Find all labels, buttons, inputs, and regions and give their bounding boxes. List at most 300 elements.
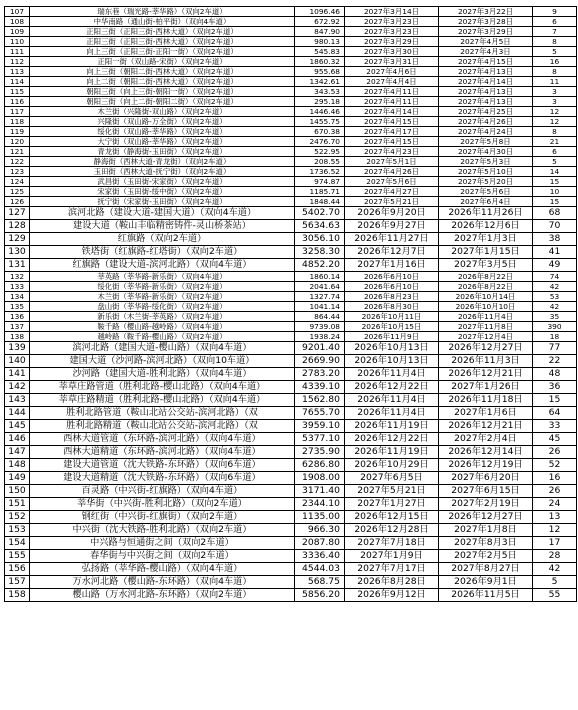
start-date-cell: 2026年11月9日: [345, 332, 439, 342]
length-cell: 3056.10: [295, 233, 345, 246]
road-section-cell: 越岭路（鞍千路-樱山路）（双向2车道）: [30, 332, 295, 342]
start-date-cell: 2027年1月16日: [345, 259, 439, 272]
duration-days-cell: 8: [533, 37, 577, 47]
road-section-cell: 正阳三街（正阳三街-西林大道）（双向2车道）: [30, 37, 295, 47]
table-row: [5, 485, 577, 498]
duration-days-cell: 77: [533, 342, 577, 355]
duration-days-cell: 38: [533, 233, 577, 246]
start-date-cell: 2026年10月11日: [345, 312, 439, 322]
end-date-cell: 2027年2月19日: [439, 498, 533, 511]
road-section-cell: 正阳三街（正阳三街-西林大道）（双向2车道）: [30, 27, 295, 37]
road-section-cell: 铁塔街（红旗路-红塔街）（双向2车道）: [30, 246, 295, 259]
start-date-cell: 2027年4月4日: [345, 77, 439, 87]
duration-days-cell: 5: [533, 47, 577, 57]
duration-days-cell: 15: [533, 197, 577, 207]
row-number-cell: 144: [5, 407, 30, 420]
table-row: [5, 37, 577, 47]
duration-days-cell: 11: [533, 77, 577, 87]
table-row: [5, 381, 577, 394]
end-date-cell: 2027年11月8日: [439, 322, 533, 332]
start-date-cell: 2026年10月13日: [345, 355, 439, 368]
road-section-cell: 武昌街（玉田街-宋家街）（双向2车道）: [30, 177, 295, 187]
end-date-cell: 2027年1月8日: [439, 524, 533, 537]
end-date-cell: 2026年12月19日: [439, 459, 533, 472]
table-row: [5, 220, 577, 233]
end-date-cell: 2027年3月22日: [439, 7, 533, 17]
start-date-cell: 2026年11月27日: [345, 233, 439, 246]
end-date-cell: 2026年12月6日: [439, 220, 533, 233]
row-number-cell: 116: [5, 97, 30, 107]
length-cell: 1908.00: [295, 472, 345, 485]
row-number-cell: 132: [5, 272, 30, 282]
duration-days-cell: 12: [533, 117, 577, 127]
start-date-cell: 2026年6月10日: [345, 282, 439, 292]
duration-days-cell: 5: [533, 576, 577, 589]
start-date-cell: 2026年10月13日: [345, 342, 439, 355]
road-section-cell: 建国大道（沙河路-滨河北路）（双向10车道）: [30, 355, 295, 368]
end-date-cell: 2026年12月27日: [439, 342, 533, 355]
length-cell: 6286.80: [295, 459, 345, 472]
road-section-cell: 弘扬路（莘华路-樱山路）（双向4车道）: [30, 563, 295, 576]
length-cell: 864.44: [295, 312, 345, 322]
table-row: [5, 472, 577, 485]
row-number-cell: 133: [5, 282, 30, 292]
start-date-cell: 2027年3月30日: [345, 47, 439, 57]
road-section-cell: 大宁街（双山路-莘华路）（双向2车道）: [30, 137, 295, 147]
table-row: [5, 407, 577, 420]
row-number-cell: 120: [5, 137, 30, 147]
length-cell: 3171.40: [295, 485, 345, 498]
road-section-cell: 胜利北路管道（鞍山北站公交站-滨河北路）（双: [30, 407, 295, 420]
length-cell: 7655.70: [295, 407, 345, 420]
start-date-cell: 2027年5月21日: [345, 197, 439, 207]
end-date-cell: 2027年4月24日: [439, 127, 533, 137]
length-cell: 1848.44: [295, 197, 345, 207]
duration-days-cell: 52: [533, 459, 577, 472]
start-date-cell: 2026年12月22日: [345, 433, 439, 446]
duration-days-cell: 42: [533, 563, 577, 576]
road-section-cell: 抚宁街（宋家街-玉田街）（双向2车道）: [30, 197, 295, 207]
road-section-cell: 向上二街（朝阳二街-西林大道）（双向2车道）: [30, 77, 295, 87]
table-row: [5, 167, 577, 177]
duration-days-cell: 390: [533, 322, 577, 332]
duration-days-cell: 8: [533, 127, 577, 137]
end-date-cell: 2026年11月18日: [439, 394, 533, 407]
road-section-cell: 百灵路（中兴街-红旗路）（双向4车道）: [30, 485, 295, 498]
row-number-cell: 130: [5, 246, 30, 259]
table-row: [5, 312, 577, 322]
duration-days-cell: 9: [533, 7, 577, 17]
length-cell: 522.95: [295, 147, 345, 157]
project-schedule-table: [4, 6, 577, 602]
road-section-cell: 朝阳三街（向上二街-朝阳二街）（双向2车道）: [30, 97, 295, 107]
road-section-cell: 沙河路（建国大道-胜利北路）（双向4车道）: [30, 368, 295, 381]
end-date-cell: 2026年9月1日: [439, 576, 533, 589]
row-number-cell: 148: [5, 459, 30, 472]
duration-days-cell: 74: [533, 272, 577, 282]
end-date-cell: 2027年2月5日: [439, 550, 533, 563]
length-cell: 1736.52: [295, 167, 345, 177]
duration-days-cell: 35: [533, 312, 577, 322]
row-number-cell: 117: [5, 107, 30, 117]
length-cell: 1455.75: [295, 117, 345, 127]
end-date-cell: 2026年12月14日: [439, 446, 533, 459]
row-number-cell: 153: [5, 524, 30, 537]
table-body: [5, 7, 577, 602]
start-date-cell: 2026年12月15日: [345, 511, 439, 524]
table-row: [5, 292, 577, 302]
length-cell: 545.83: [295, 47, 345, 57]
duration-days-cell: 8: [533, 67, 577, 77]
start-date-cell: 2026年9月27日: [345, 220, 439, 233]
row-number-cell: 150: [5, 485, 30, 498]
row-number-cell: 142: [5, 381, 30, 394]
row-number-cell: 110: [5, 37, 30, 47]
start-date-cell: 2026年9月12日: [345, 589, 439, 602]
duration-days-cell: 22: [533, 355, 577, 368]
end-date-cell: 2026年11月26日: [439, 207, 533, 220]
length-cell: 2783.20: [295, 368, 345, 381]
length-cell: 5402.70: [295, 207, 345, 220]
start-date-cell: 2026年11月19日: [345, 446, 439, 459]
row-number-cell: 108: [5, 17, 30, 27]
duration-days-cell: 41: [533, 246, 577, 259]
end-date-cell: 2026年8月22日: [439, 282, 533, 292]
road-section-cell: 中兴路与恒通街之间（双向2车道）: [30, 537, 295, 550]
start-date-cell: 2027年5月21日: [345, 485, 439, 498]
table-row: [5, 282, 577, 292]
table-row: [5, 87, 577, 97]
end-date-cell: 2027年4月15日: [439, 57, 533, 67]
row-number-cell: 155: [5, 550, 30, 563]
table-row: [5, 459, 577, 472]
length-cell: 5634.63: [295, 220, 345, 233]
table-row: [5, 177, 577, 187]
length-cell: 1342.61: [295, 77, 345, 87]
duration-days-cell: 24: [533, 498, 577, 511]
road-section-cell: 新乐街（木兰街-莘英路）（双向2车道）: [30, 312, 295, 322]
duration-days-cell: 3: [533, 87, 577, 97]
road-section-cell: 青龙街（静海街-玉田街）（双向2车道）: [30, 147, 295, 157]
table-row: [5, 524, 577, 537]
row-number-cell: 111: [5, 47, 30, 57]
row-number-cell: 137: [5, 322, 30, 332]
table-row: [5, 157, 577, 167]
table-row: [5, 57, 577, 67]
row-number-cell: 113: [5, 67, 30, 77]
table-row: [5, 246, 577, 259]
road-section-cell: 中兴街（沈大铁路-胜利北路）（双向2车道）: [30, 524, 295, 537]
start-date-cell: 2027年7月17日: [345, 563, 439, 576]
end-date-cell: 2027年4月3日: [439, 47, 533, 57]
table-row: [5, 67, 577, 77]
end-date-cell: 2027年5月3日: [439, 157, 533, 167]
length-cell: 295.18: [295, 97, 345, 107]
length-cell: 2669.90: [295, 355, 345, 368]
end-date-cell: 2027年8月27日: [439, 563, 533, 576]
duration-days-cell: 64: [533, 407, 577, 420]
start-date-cell: 2026年12月22日: [345, 381, 439, 394]
row-number-cell: 121: [5, 147, 30, 157]
start-date-cell: 2027年1月9日: [345, 550, 439, 563]
duration-days-cell: 10: [533, 187, 577, 197]
end-date-cell: 2026年10月14日: [439, 292, 533, 302]
road-section-cell: 木兰街（兴隆街-双山路）（双向2车道）: [30, 107, 295, 117]
length-cell: 974.87: [295, 177, 345, 187]
end-date-cell: 2026年11月5日: [439, 589, 533, 602]
row-number-cell: 126: [5, 197, 30, 207]
row-number-cell: 127: [5, 207, 30, 220]
table-row: [5, 137, 577, 147]
road-section-cell: 建设大道（鞍山丰临精密铸件-灵山桥茶站）: [30, 220, 295, 233]
table-row: [5, 107, 577, 117]
road-section-cell: 向上三街（朝阳二街-西林大道）（双向2车道）: [30, 67, 295, 77]
length-cell: 568.75: [295, 576, 345, 589]
end-date-cell: 2027年5月8日: [439, 137, 533, 147]
table-row: [5, 368, 577, 381]
table-row: [5, 355, 577, 368]
duration-days-cell: 6: [533, 147, 577, 157]
table-row: [5, 147, 577, 157]
duration-days-cell: 42: [533, 282, 577, 292]
duration-days-cell: 6: [533, 17, 577, 27]
duration-days-cell: 15: [533, 394, 577, 407]
row-number-cell: 118: [5, 117, 30, 127]
length-cell: 1135.00: [295, 511, 345, 524]
start-date-cell: 2027年4月23日: [345, 147, 439, 157]
start-date-cell: 2027年4月6日: [345, 67, 439, 77]
start-date-cell: 2026年11月4日: [345, 394, 439, 407]
length-cell: 3959.10: [295, 420, 345, 433]
length-cell: 3258.30: [295, 246, 345, 259]
length-cell: 343.53: [295, 87, 345, 97]
road-section-cell: 玉田街（西林大道-抚宁街）（双向2车道）: [30, 167, 295, 177]
length-cell: 2087.80: [295, 537, 345, 550]
table-row: [5, 197, 577, 207]
duration-days-cell: 3: [533, 97, 577, 107]
duration-days-cell: 26: [533, 485, 577, 498]
table-row: [5, 420, 577, 433]
length-cell: 9739.08: [295, 322, 345, 332]
road-section-cell: 建设大道管道（沈大铁路-东环路）（双向6车道）: [30, 459, 295, 472]
table-row: [5, 302, 577, 312]
road-section-cell: 滨河北路（建国大道-樱山路）（双向4车道）: [30, 342, 295, 355]
end-date-cell: 2027年6月20日: [439, 472, 533, 485]
length-cell: 2041.64: [295, 282, 345, 292]
table-row: [5, 259, 577, 272]
duration-days-cell: 33: [533, 420, 577, 433]
start-date-cell: 2026年6月10日: [345, 272, 439, 282]
table-row: [5, 207, 577, 220]
duration-days-cell: 15: [533, 177, 577, 187]
end-date-cell: 2027年4月13日: [439, 87, 533, 97]
length-cell: 1562.80: [295, 394, 345, 407]
end-date-cell: 2027年6月15日: [439, 485, 533, 498]
table-row: [5, 117, 577, 127]
end-date-cell: 2027年4月13日: [439, 67, 533, 77]
road-section-cell: 莘草庄路精道（胜利北路-樱山北路）（双向4车道）: [30, 394, 295, 407]
start-date-cell: 2026年11月19日: [345, 420, 439, 433]
duration-days-cell: 12: [533, 524, 577, 537]
end-date-cell: 2027年5月10日: [439, 167, 533, 177]
road-section-cell: 建设大道精道（沈大铁路-东环路）（双向6车道）: [30, 472, 295, 485]
row-number-cell: 107: [5, 7, 30, 17]
duration-days-cell: 13: [533, 511, 577, 524]
length-cell: 1327.74: [295, 292, 345, 302]
length-cell: 3336.40: [295, 550, 345, 563]
end-date-cell: 2027年6月4日: [439, 197, 533, 207]
table-row: [5, 550, 577, 563]
table-row: [5, 97, 577, 107]
length-cell: 1096.46: [295, 7, 345, 17]
road-section-cell: 瑞东巷（瑞光路-莘华路）（双向2车道）: [30, 7, 295, 17]
end-date-cell: 2027年4月25日: [439, 107, 533, 117]
duration-days-cell: 49: [533, 259, 577, 272]
end-date-cell: 2026年11月3日: [439, 355, 533, 368]
row-number-cell: 128: [5, 220, 30, 233]
road-section-cell: 绥化街（莘华路-新乐街）（双向2车道）: [30, 282, 295, 292]
start-date-cell: 2027年6月5日: [345, 472, 439, 485]
duration-days-cell: 48: [533, 368, 577, 381]
length-cell: 980.13: [295, 37, 345, 47]
start-date-cell: 2026年10月29日: [345, 459, 439, 472]
table-row: [5, 563, 577, 576]
row-number-cell: 147: [5, 446, 30, 459]
duration-days-cell: 5: [533, 157, 577, 167]
road-section-cell: 盘山街（莘华路-绥化街）（双向2车道）: [30, 302, 295, 312]
duration-days-cell: 70: [533, 220, 577, 233]
length-cell: 5856.20: [295, 589, 345, 602]
length-cell: 672.92: [295, 17, 345, 27]
start-date-cell: 2026年12月7日: [345, 246, 439, 259]
row-number-cell: 114: [5, 77, 30, 87]
row-number-cell: 119: [5, 127, 30, 137]
road-section-cell: 西林大道精道（东环路-滨河北路）（双向4车道）: [30, 446, 295, 459]
duration-days-cell: 7: [533, 27, 577, 37]
table-row: [5, 27, 577, 37]
table-row: [5, 47, 577, 57]
row-number-cell: 157: [5, 576, 30, 589]
table-row: [5, 511, 577, 524]
length-cell: 4852.20: [295, 259, 345, 272]
row-number-cell: 140: [5, 355, 30, 368]
table-row: [5, 332, 577, 342]
table-row: [5, 17, 577, 27]
road-section-cell: 绥化街（双山路-莘华路）（双向2车道）: [30, 127, 295, 137]
row-number-cell: 156: [5, 563, 30, 576]
row-number-cell: 145: [5, 420, 30, 433]
length-cell: 1446.46: [295, 107, 345, 117]
row-number-cell: 151: [5, 498, 30, 511]
duration-days-cell: 68: [533, 207, 577, 220]
table-row: [5, 537, 577, 550]
end-date-cell: 2027年4月5日: [439, 37, 533, 47]
duration-days-cell: 55: [533, 589, 577, 602]
start-date-cell: 2026年11月4日: [345, 368, 439, 381]
start-date-cell: 2027年7月18日: [345, 537, 439, 550]
road-section-cell: 莘英路（莘华路-新乐街）（双向4车道）: [30, 272, 295, 282]
length-cell: 1860.32: [295, 57, 345, 67]
start-date-cell: 2027年5月6日: [345, 177, 439, 187]
road-section-cell: 红旗路（建设大道-滨河北路）（双向4车道）: [30, 259, 295, 272]
table-row: [5, 272, 577, 282]
start-date-cell: 2027年4月11日: [345, 87, 439, 97]
length-cell: 208.55: [295, 157, 345, 167]
end-date-cell: 2027年3月5日: [439, 259, 533, 272]
end-date-cell: 2027年4月26日: [439, 117, 533, 127]
duration-days-cell: 28: [533, 550, 577, 563]
table-row: [5, 576, 577, 589]
duration-days-cell: 16: [533, 57, 577, 67]
road-section-cell: 万水河北路（樱山路-东环路）（双向4车道）: [30, 576, 295, 589]
end-date-cell: 2027年3月28日: [439, 17, 533, 27]
length-cell: 670.38: [295, 127, 345, 137]
table-row: [5, 394, 577, 407]
length-cell: 847.90: [295, 27, 345, 37]
end-date-cell: 2027年5月6日: [439, 187, 533, 197]
end-date-cell: 2027年12月4日: [439, 332, 533, 342]
row-number-cell: 152: [5, 511, 30, 524]
duration-days-cell: 12: [533, 107, 577, 117]
road-section-cell: 中华南路（通山街-柏平街）（双向4车道）: [30, 17, 295, 27]
length-cell: 2344.10: [295, 498, 345, 511]
start-date-cell: 2026年8月28日: [345, 576, 439, 589]
start-date-cell: 2026年8月30日: [345, 302, 439, 312]
road-section-cell: 钢红街（中兴街-红旗街）（双向2车道）: [30, 511, 295, 524]
start-date-cell: 2026年12月28日: [345, 524, 439, 537]
start-date-cell: 2027年4月15日: [345, 137, 439, 147]
table-row: [5, 127, 577, 137]
row-number-cell: 141: [5, 368, 30, 381]
duration-days-cell: 42: [533, 302, 577, 312]
table-row: [5, 446, 577, 459]
row-number-cell: 124: [5, 177, 30, 187]
row-number-cell: 109: [5, 27, 30, 37]
length-cell: 966.30: [295, 524, 345, 537]
row-number-cell: 135: [5, 302, 30, 312]
row-number-cell: 158: [5, 589, 30, 602]
length-cell: 5377.10: [295, 433, 345, 446]
table-row: [5, 498, 577, 511]
road-section-cell: 红旗路（双向2车道）: [30, 233, 295, 246]
start-date-cell: 2027年4月11日: [345, 97, 439, 107]
table-row: [5, 187, 577, 197]
row-number-cell: 123: [5, 167, 30, 177]
length-cell: 4544.03: [295, 563, 345, 576]
road-section-cell: 宋家街（玉田街-绥中街）（双向2车道）: [30, 187, 295, 197]
length-cell: 955.68: [295, 67, 345, 77]
duration-days-cell: 26: [533, 446, 577, 459]
start-date-cell: 2027年4月17日: [345, 127, 439, 137]
road-section-cell: 木兰街（莘华路-新乐街）（双向2车道）: [30, 292, 295, 302]
road-section-cell: 向上三街（正阳三街-正阳一街）（双向2车道）: [30, 47, 295, 57]
road-section-cell: 静海街（西林大道-青龙街）（双向2车道）: [30, 157, 295, 167]
duration-days-cell: 16: [533, 472, 577, 485]
end-date-cell: 2027年1月26日: [439, 381, 533, 394]
start-date-cell: 2027年4月26日: [345, 167, 439, 177]
duration-days-cell: 53: [533, 292, 577, 302]
start-date-cell: 2027年4月27日: [345, 187, 439, 197]
start-date-cell: 2027年3月23日: [345, 27, 439, 37]
duration-days-cell: 17: [533, 537, 577, 550]
start-date-cell: 2027年4月14日: [345, 107, 439, 117]
row-number-cell: 134: [5, 292, 30, 302]
length-cell: 1041.14: [295, 302, 345, 312]
row-number-cell: 149: [5, 472, 30, 485]
end-date-cell: 2027年3月29日: [439, 27, 533, 37]
table-row: [5, 342, 577, 355]
end-date-cell: 2027年4月30日: [439, 147, 533, 157]
